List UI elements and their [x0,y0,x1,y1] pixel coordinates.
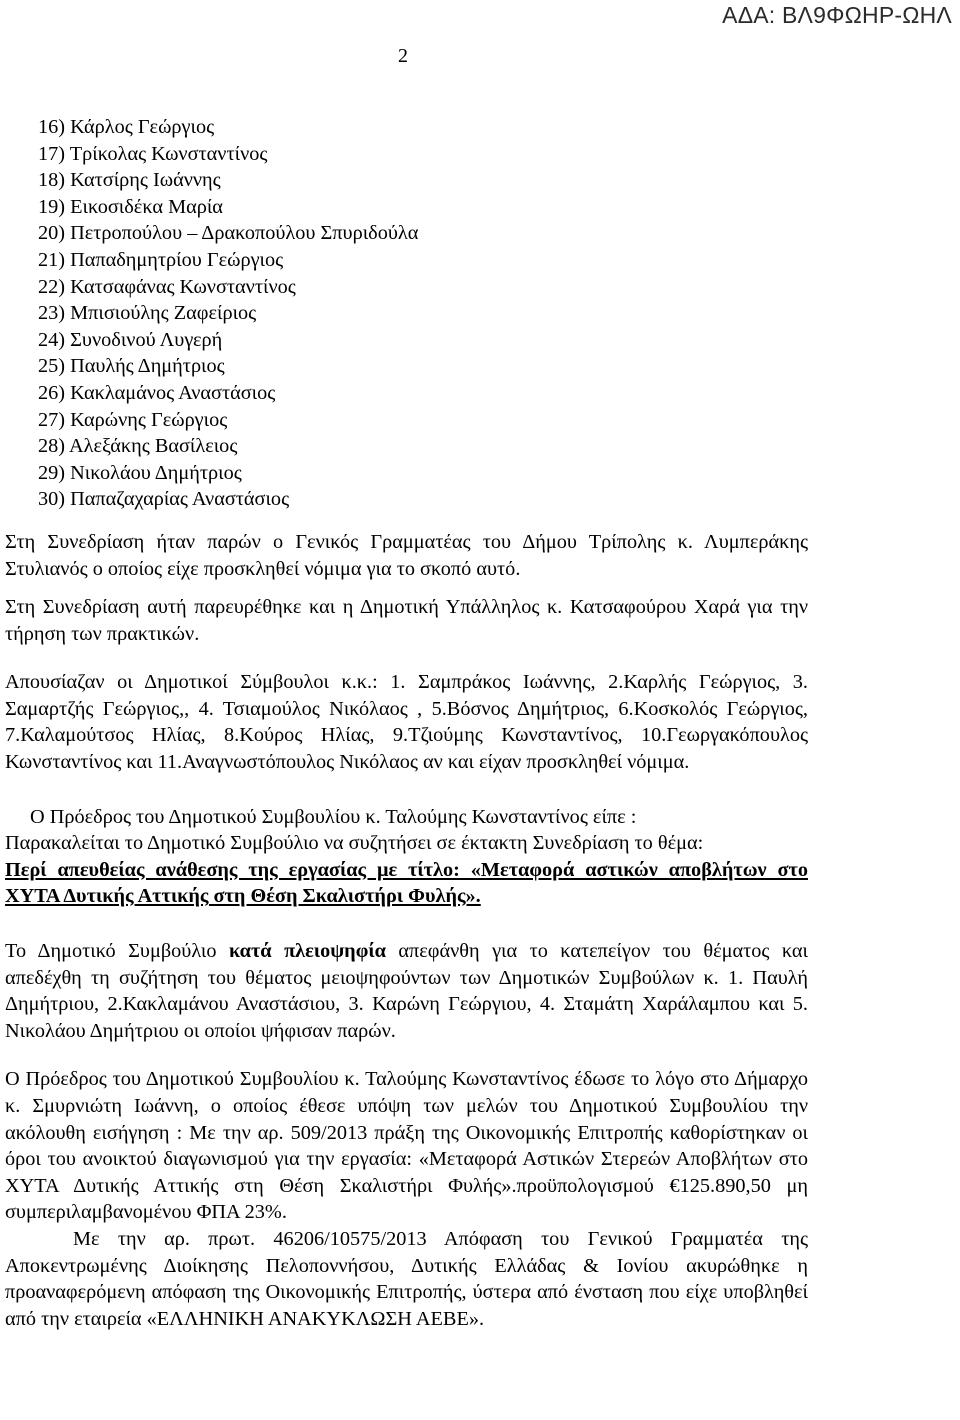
list-item: 24) Συνοδινού Λυγερή [38,328,223,351]
list-item: 20) Πετροπούλου – Δρακοπούλου Σπυριδούλα [38,222,419,245]
document-body [5,114,808,1332]
ada-code: ΑΔΑ: ΒΛ9ΦΩΗΡ-ΩΗΛ [722,2,952,28]
list-item: 16) Κάρλος Γεώργιος [38,116,215,138]
agenda-subject [5,857,808,910]
list-item: 18) Κατσίρης Ιωάννης [38,169,221,192]
list-item: 26) Κακλαμάνος Αναστάσιος [38,381,276,404]
list-item: 23) Μπισιούλης Ζαφείριος [38,302,257,325]
list-item: 25) Παυλής Δημήτριος [38,355,225,378]
secretary-paragraph: Στη Συνεδρίαση ήταν παρών ο Γενικός Γραμματέας του Δήμου Τρίπολης κ. Λυμπεράκης Στυλιανός ο οποίος είχε προσκληθεί νόμιμα για το σκοπό αυτό. [5,530,808,580]
urgency-vote-paragraph [5,938,808,1044]
agenda-request: Παρακαλείται το Δημοτικό Συμβούλιο να συζητήσει σε έκτακτη Συνεδρίαση το θέμα: [5,832,704,855]
minutes-clerk-paragraph: Στη Συνεδρίαση αυτή παρευρέθηκε και η Δημοτική Υπάλληλος κ. Κατσαφούρου Χαρά για την τήρηση των πρακτικών. [5,596,808,645]
president-intro: Ο Πρόεδρος του Δημοτικού Συμβουλίου κ. Ταλούμης Κωνσταντίνος είπε : [30,805,637,828]
list-item: 21) Παπαδημητρίου Γεώργιος [38,248,284,271]
absent-members-paragraph: Απουσίαζαν οι Δημοτικοί Σύμβουλοι κ.κ.: 1. Σαμπράκος Ιωάννης, 2.Καρλής Γεώργιος, 3. Σαμαρτζής Γεώργιος,, 4. Τσιαμούλος Νικόλαος , 5.Βόσνος Δημήτριος, 6.Κοσκολός Γεώργιος, 7.Καλαμούτσος Ηλίας, 8.Κούρος Ηλίας, 9.Τζιούμης Κωνσταντίνος, 10.Γεωργακόπουλος Κωνσταντίνος και 11.Αναγνωστόπουλος Νικόλαος αν και είχαν προσκληθεί νόμιμα. [5,671,808,774]
council-members-list [5,114,808,513]
page-number: 2 [398,45,408,67]
agenda-subject-text: Περί απευθείας ανάθεσης της εργασίας με τίτλο: «Μεταφορά αστικών αποβλήτων στο ΧΥΤΑ Δυτικής Αττικής στη Θέση Σκαλιστήρι Φυλής». [5,858,808,908]
appeal-text: Με την αρ. πρωτ. 46206/10575/2013 Απόφαση του Γενικού Γραμματέα της Αποκεντρωμένης Διοίκησης Πελοποννήσου, Δυτικής Ελλάδας & Ιονίου ακυρώθηκε η προαναφερόμενη απόφαση της Οικονομικής Επιτροπής, ύστερα από ένσταση που είχε υποβληθεί από την εταιρεία «ΕΛΛΗΝΙΚΗ ΑΝΑΚΥΚΛΩΣΗ ΑΕΒΕ». [5,1227,808,1330]
list-item: 29) Νικολάου Δημήτριος [38,461,242,484]
list-item: 19) Εικοσιδέκα Μαρία [38,195,223,218]
list-item: 27) Καρώνης Γεώργιος [38,408,228,431]
vote-text-start: Το Δημοτικό Συμβούλιο [5,940,229,963]
list-item: 17) Τρίκολας Κωνσταντίνος [38,142,268,165]
list-item: 30) Παπαζαχαρίας Αναστάσιος [38,488,290,511]
appeal-decision-paragraph [5,1226,808,1332]
mayor-proposal-paragraph: Ο Πρόεδρος του Δημοτικού Συμβουλίου κ. Ταλούμης Κωνσταντίνος έδωσε το λόγο στο Δήμαρχο κ. Σμυρνιώτη Ιωάννη, ο οποίος έθεσε υπόψη των μελών του Δημοτικού Συμβουλίου την ακόλουθη εισήγηση : Με την αρ. 509/2013 πράξη της Οικονομικής Επιτροπής καθορίστηκαν οι όροι του ανοικτού διαγωνισμού για την εργασία: «Μεταφορά Αστικών Στερεών Αποβλήτων στο ΧΥΤΑ Δυτικής Αττικής στη Θέση Σκαλιστήρι Φυλής».προϋπολογισμού €125.890,50 μη συμπεριλαμβανομένου ΦΠΑ 23%. [5,1068,808,1224]
list-item: 28) Αλεξάκης Βασίλειος [38,435,238,458]
vote-majority: κατά πλειοψηφία [228,940,386,963]
list-item: 22) Κατσαφάνας Κωνσταντίνος [38,275,296,298]
vote-text-end: απεφάνθη για το κατεπείγον του θέματος και απεδέχθη τη συζήτηση του θέματος μειοψηφούντων των Δημοτικών Συμβούλων κ. 1. Παυλή Δημήτριου, 2.Κακλαμάνου Αναστάσιου, 3. Καρώνη Γεώργιου, 4. Σταμάτη Χαράλαμπου και 5. Νικολάου Δημήτριου οι οποίοι ψήφισαν παρών. [5,940,808,1042]
